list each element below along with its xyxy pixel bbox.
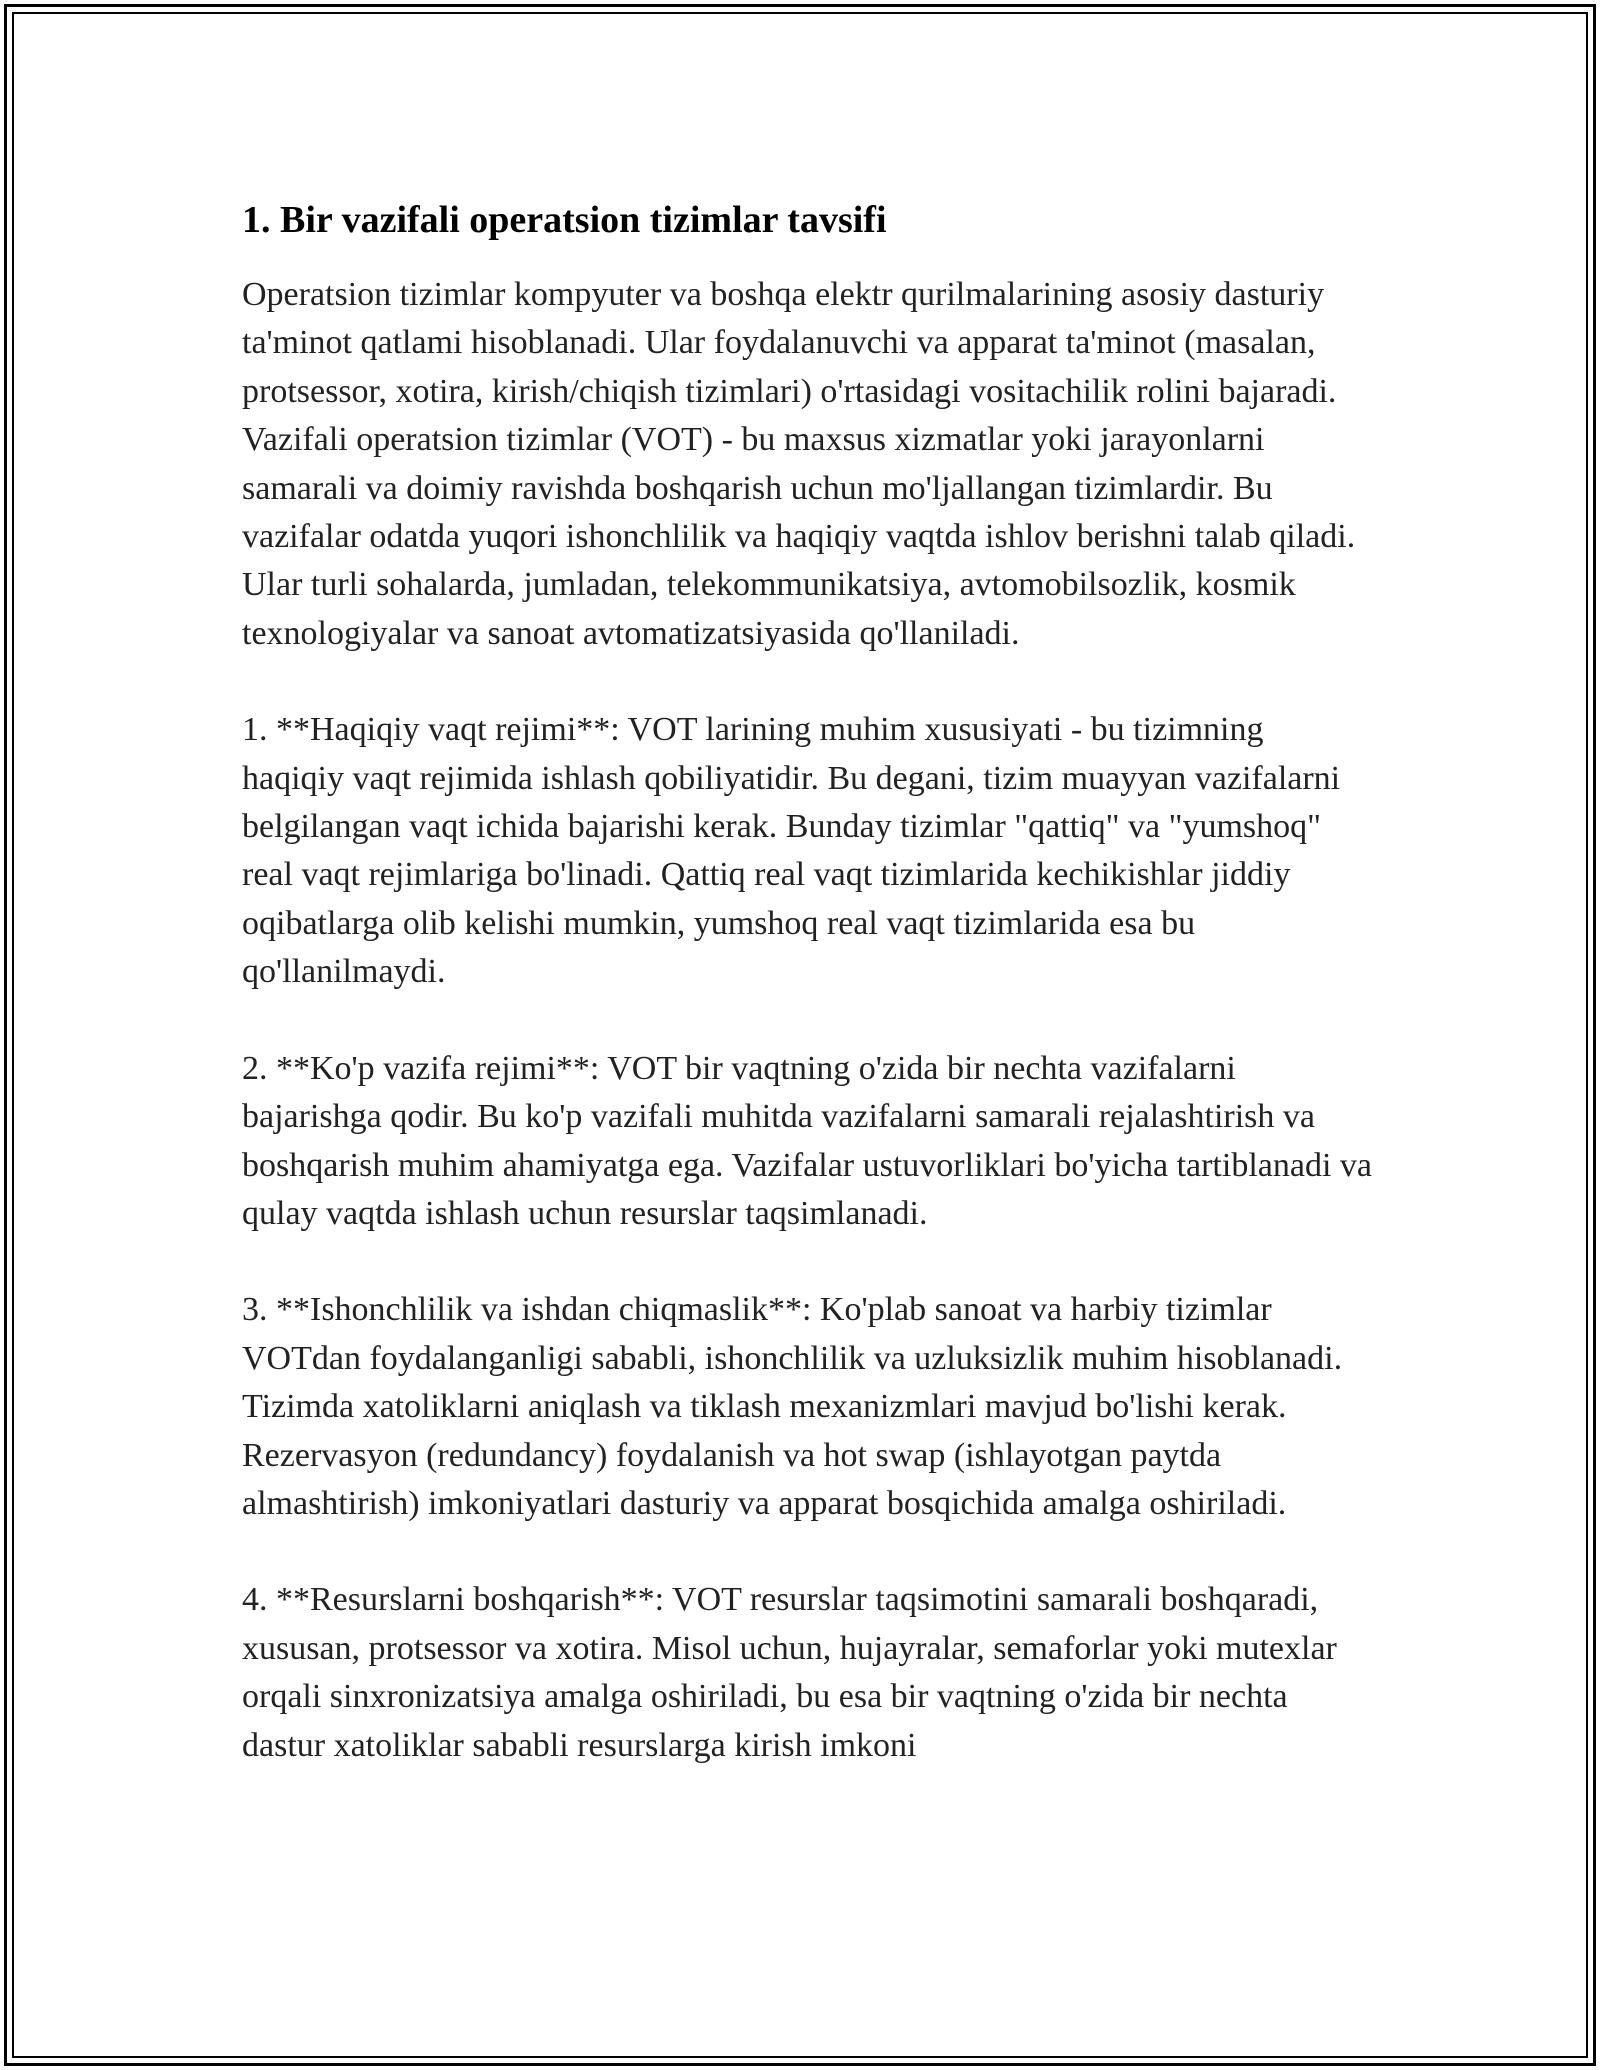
paragraph-multitasking-mode: 2. **Ko'p vazifa rejimi**: VOT bir vaqtning o'zida bir nechta vazifalarni bajarishga qodir. Bu ko'p vazifali muhitda vazifalarni samarali rejalashtirish va boshqarish muhim ahamiyatga ega. Vazifalar ustuvorliklari bo'yicha tartiblanadi va qulay vaqtda ishlash uchun resurslar taqsimlanadi.	[242, 1049, 1372, 1232]
paragraph-reliability: 3. **Ishonchlilik va ishdan chiqmaslik**: Ko'plab sanoat va harbiy tizimlar VOTdan foydalanganligi sababli, ishonchlilik va uzluksizlik muhim hisoblanadi. Tizimda xatoliklarni aniqlash va tiklash mexanizmlari mavjud bo'lishi kerak. Rezervasyon (redundancy) foydalanish va hot swap (ishlayotgan paytda almashtirish) imkoniyatlari dasturiy va apparat bosqichida amalga oshiriladi.	[242, 1291, 1343, 1522]
paragraph-real-time-mode: 1. **Haqiqiy vaqt rejimi**: VOT larining muhim xususiyati - bu tizimning haqiqiy vaqt rejimida ishlash qobiliyatidir. Bu degani, tizim muayyan vazifalarni belgilangan vaqt ichida bajarishi kerak. Bunday tizimlar "qattiq" va "yumshoq" real vaqt rejimlariga bo'linadi. Qattiq real vaqt tizimlarida kechikishlar jiddiy oqibatlarga olib kelishi mumkin, yumshoq real vaqt tizimlarida esa bu qo'llanilmaydi.	[242, 711, 1341, 991]
paragraph-resource-management: 4. **Resurslarni boshqarish**: VOT resurslar taqsimotini samarali boshqaradi, xususan, protsessor va xotira. Misol uchun, hujayralar, semaforlar yoki mutexlar orqali sinxronizatsiya amalga oshiriladi, bu esa bir vaqtning o'zida bir nechta dastur xatoliklar sababli resurslarga kirish imkoni	[242, 1581, 1337, 1764]
section-heading: 1. Bir vazifali operatsion tizimlar tavsifi	[242, 199, 887, 241]
document-body	[242, 195, 1372, 1818]
page-frame	[4, 4, 1596, 2066]
intro-paragraph: Operatsion tizimlar kompyuter va boshqa elektr qurilmalarining asosiy dasturiy ta'minot qatlami hisoblanadi. Ular foydalanuvchi va apparat ta'minot (masalan, protsessor, xotira, kirish/chiqish tizimlari) o'rtasidagi vositachilik rolini bajaradi. Vazifali operatsion tizimlar (VOT) - bu maxsus xizmatlar yoki jarayonlarni samarali va doimiy ravishda boshqarish uchun mo'ljallangan tizimlardir. Bu vazifalar odatda yuqori ishonchlilik va haqiqiy vaqtda ishlov berishni talab qiladi. Ular turli sohalarda, jumladan, telekommunikatsiya, avtomobilsozlik, kosmik texnologiyalar va sanoat avtomatizatsiyasida qo'llaniladi.	[242, 276, 1356, 652]
